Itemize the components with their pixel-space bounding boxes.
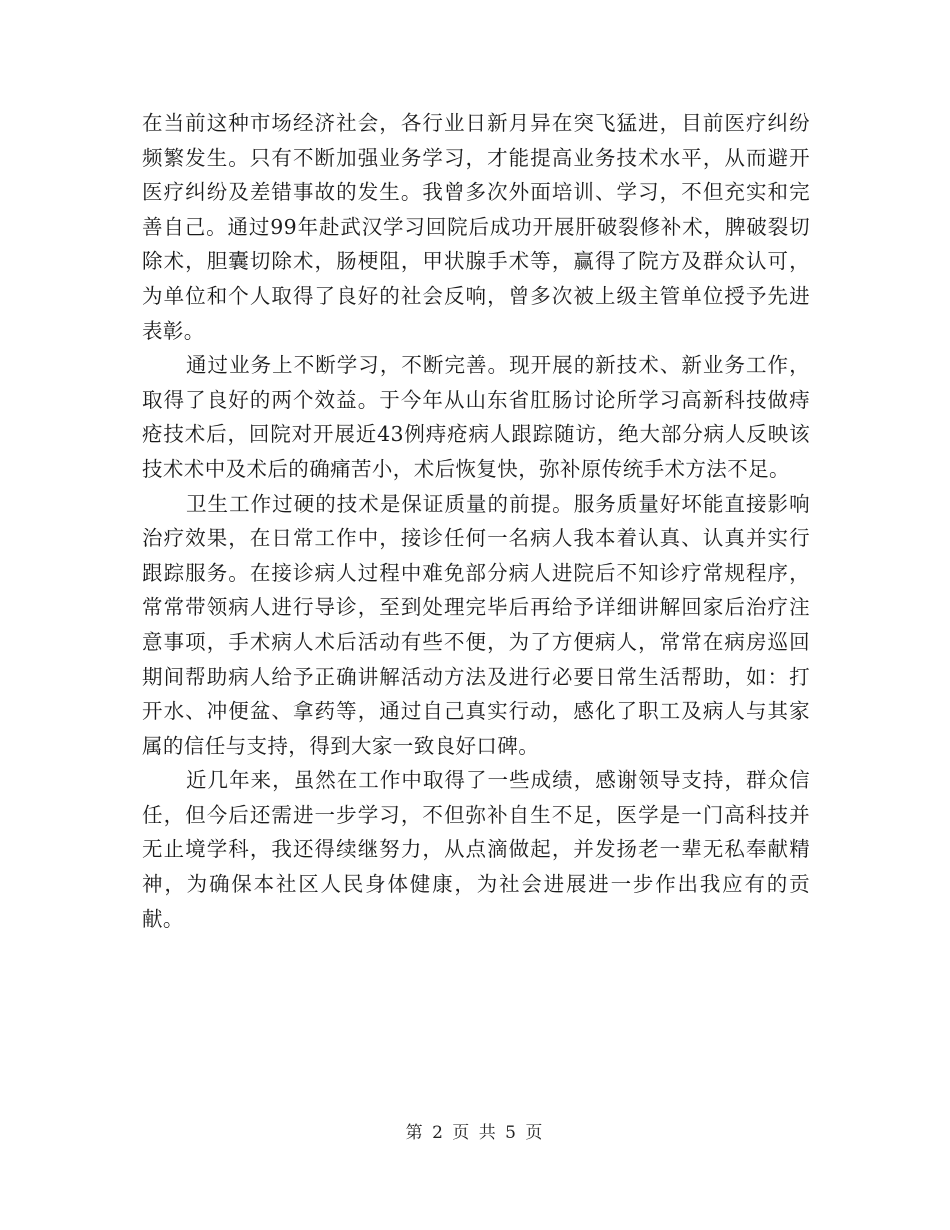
paragraph-3: 卫生工作过硬的技术是保证质量的前提。服务质量好坏能直接影响治疗效果，在日常工作中，接诊任何一名病人我本着认真、认真并实行跟踪服务。在接诊病人过程中难免部分病人进院后不知诊疗常规程序，常常带领病人进行导诊，至到处理完毕后再给予详细讲解回家后治疗注意事项，手术病人术后活动有些不便，为了方便病人，常常在病房巡回期间帮助病人给予正确讲解活动方法及进行必要日常生活帮助，如：打开水、冲便盆、拿药等，通过自己真实行动，感化了职工及病人与其家属的信任与支持，得到大家一致良好口碑。 (142, 491, 810, 758)
page-number-footer: 第 2 页 共 5 页 (405, 1123, 545, 1143)
paragraph-4: 近几年来，虽然在工作中取得了一些成绩，感谢领导支持，群众信任，但今后还需进一步学习，不但弥补自生不足，医学是一门高科技并无止境学科，我还得续继努力，从点滴做起，并发扬老一辈无私奉献精神，为确保本社区人民身体健康，为社会进展进一步作出我应有的贡献。 (142, 768, 810, 931)
document-body (142, 106, 810, 936)
paragraph-1: 在当前这种市场经济社会，各行业日新月异在突飞猛进，目前医疗纠纷频繁发生。只有不断加强业务学习，才能提高业务技术水平，从而避开医疗纠纷及差错事故的发生。我曾多次外面培训、学习，不但充实和完善自己。通过99年赴武汉学习回院后成功开展肝破裂修补术，脾破裂切除术，胆囊切除术，肠梗阻，甲状腺手术等，赢得了院方及群众认可，为单位和个人取得了良好的社会反响，曾多次被上级主管单位授予先进表彰。 (142, 111, 810, 343)
paragraph-2: 通过业务上不断学习，不断完善。现开展的新技术、新业务工作，取得了良好的两个效益。于今年从山东省肛肠讨论所学习高新科技做痔疮技术后，回院对开展近43例痔疮病人跟踪随访，绝大部分病人反映该技术术中及术后的确痛苦小，术后恢复快，弥补原传统手术方法不足。 (142, 353, 810, 481)
